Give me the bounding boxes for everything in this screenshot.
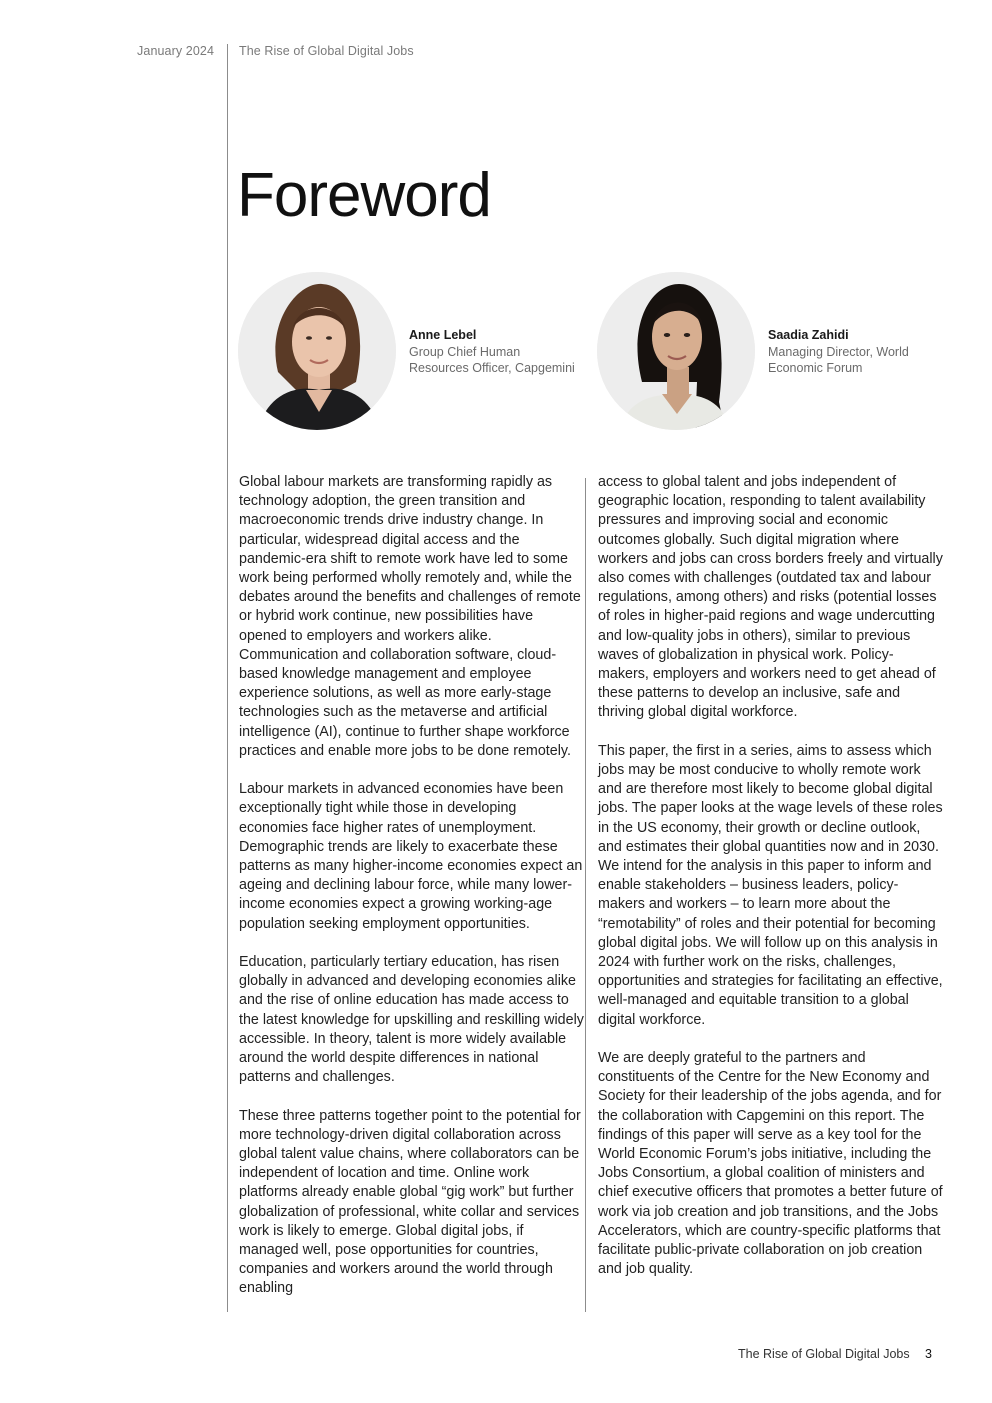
body-paragraph: Global labour markets are transforming rapidly as technology adoption, the green transition and macroeconomic trends drive industry change. In particular, widespread digital access and the pandemic-era shift to remote work have led to some work being performed wholly remotely and, while the debates around the benefits and challenges of remote or hybrid work continue, new possibilities have opened to employers and workers alike. Communication and collaboration software, cloud-based knowledge management and employee experience solutions, as well as more early-stage technologies such as the metaverse and artificial intelligence (AI), continue to further shape workforce practices and enable more jobs to be done remotely. (239, 474, 581, 759)
page-number: 3 (925, 1347, 932, 1361)
header-date: January 2024 (137, 44, 214, 58)
author-role: Resources Officer, Capgemini (409, 361, 575, 375)
body-paragraph: access to global talent and jobs independent of geographic location, responding to talent availability pressures and improving social and economic outcomes globally. Such digital migration where workers and jobs can cross borders freely and virtually also comes with challenges (outdated tax and labour regulations, among others) and risks (potential losses of roles in higher-paid regions and wage undercutting and low-quality jobs in others), similar to previous waves of globalization in physical work. Policy-makers, employers and workers need to get ahead of these patterns to develop an inclusive, safe and thriving global digital workforce. (598, 474, 943, 721)
author-portrait-saadia-zahidi (597, 272, 755, 430)
body-paragraph: We are deeply grateful to the partners and constituents of the Centre for the New Economy and Society for their leadership of the jobs agenda, and for the collaboration with Capgemini on this report. The findings of this paper will serve as a key tool for the World Economic Forum’s jobs initiative, including the Jobs Consortium, a global coalition of ministers and chief executive officers that promotes a better future of work via job creation and job transitions, and the Jobs Accelerators, which are country-specific platforms that facilitate public-private collaboration on job creation and job quality. (598, 1050, 943, 1278)
header-divider (227, 44, 228, 1312)
body-column-left (239, 473, 584, 1318)
author-info-saadia-zahidi (768, 327, 909, 377)
author-info-anne-lebel (409, 327, 575, 377)
author-name: Anne Lebel (409, 328, 477, 342)
header-title: The Rise of Global Digital Jobs (239, 44, 414, 58)
author-role: Economic Forum (768, 361, 863, 375)
body-paragraph: Education, particularly tertiary education, has risen globally in advanced and developing economies alike and the rise of online education has made access to the latest knowledge for upskilling and reskilling widely accessible. In theory, talent is more widely available around the world despite differences in national patterns and challenges. (239, 954, 584, 1086)
body-paragraph: This paper, the first in a series, aims to assess which jobs may be most conducive to wholly remote work and are therefore most likely to become global digital jobs. The paper looks at the wage levels of these roles in the US economy, their growth or decline outlook, and estimates their global quantities now and in 2030. We intend for the analysis in this paper to inform and enable stakeholders – business leaders, policy-makers and workers – to learn more about the “remotability” of roles and their potential for becoming global digital jobs. We will follow up on this analysis in 2024 with further work on the risks, challenges, opportunities and strategies for facilitating an effective, well-managed and equitable transition to a global digital workforce. (598, 742, 943, 1028)
author-portrait-anne-lebel (238, 272, 396, 430)
author-name: Saadia Zahidi (768, 328, 849, 342)
page-title: Foreword (237, 161, 491, 230)
column-divider (585, 478, 586, 1312)
footer-title: The Rise of Global Digital Jobs (738, 1347, 910, 1361)
author-role: Group Chief Human (409, 344, 521, 359)
body-column-right (598, 473, 943, 1299)
author-role: Managing Director, World (768, 344, 909, 359)
body-paragraph: These three patterns together point to the potential for more technology-driven digital collaboration across global talent value chains, where collaborators can be independent of location and time. Online work platforms already enable global “gig work” but further globalization of professional, white collar and services work is likely to emerge. Global digital jobs, if managed well, pose opportunities for countries, companies and workers around the world through enabling (239, 1107, 581, 1297)
body-paragraph: Labour markets in advanced economies have been exceptionally tight while those in developing economies face higher rates of unemployment. Demographic trends are likely to exacerbate these patterns as many higher-income economies expect an ageing and declining labour force, while many lower-income economies expect a growing working-age population seeking employment opportunities. (239, 781, 583, 932)
